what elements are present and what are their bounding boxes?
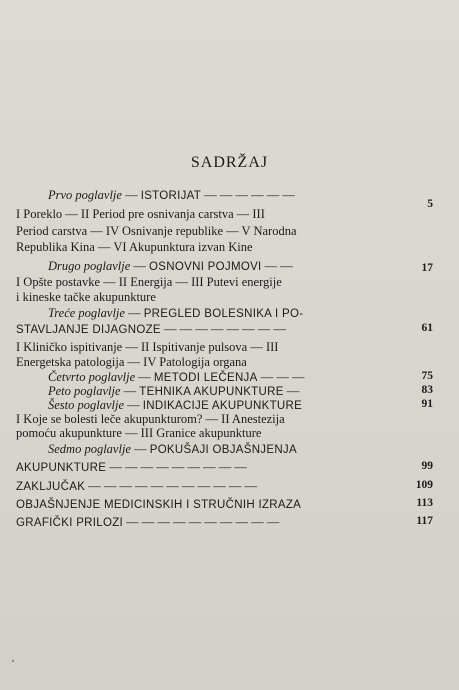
- toc-entry-6: Šesto poglavlje — INDIKACIJE AKUPUNKTURE: [48, 398, 303, 412]
- page-number: 5: [427, 198, 433, 210]
- chapter-name: POKUŠAJI OBJAŠNJENJA: [149, 444, 297, 456]
- chapter-label: Sedmo poglavlje: [48, 442, 131, 456]
- chapter-name-cont: AKUPUNKTURE: [16, 462, 107, 474]
- chapter-label: Četvrto poglavlje: [48, 370, 136, 384]
- leader-dashes: — — — — — — — —: [164, 322, 286, 336]
- chapter-name: TEHNIKA AKUPUNKTURE: [139, 386, 284, 398]
- page-number: 17: [421, 262, 433, 274]
- toc-entry-10: [16, 515, 441, 530]
- page-title: SADRŽAJ: [190, 154, 269, 171]
- subtopic-line: Energetska patologija — IV Patologija organa: [16, 355, 247, 369]
- paper-speck: [12, 660, 14, 662]
- toc-entry-5: Peto poglavlje — TEHNIKA AKUPUNKTURE —: [48, 384, 300, 398]
- chapter-label: Treće poglavlje: [48, 306, 125, 320]
- subtopic-line: I Poreklo — II Period pre osnivanja carstva — III: [16, 207, 265, 221]
- page-number: 99: [421, 460, 433, 472]
- leader-dashes: — —: [264, 259, 293, 273]
- leader-dashes: — — — — — —: [204, 188, 295, 202]
- toc-entry-7: Sedmo poglavlje — POKUŠAJI OBJAŠNJENJA: [48, 442, 297, 456]
- subtopic-line: pomoću akupunkture — III Granice akupunkture: [16, 426, 262, 440]
- chapter-name: ISTORIJAT: [140, 190, 202, 202]
- toc-entry-3-cont: [16, 322, 441, 337]
- toc-entry-3: Treće poglavlje — PREGLED BOLESNIKA I PO-: [48, 306, 304, 320]
- chapter-label: Šesto poglavlje: [48, 398, 125, 412]
- chapter-name: OSNOVNI POJMOVI: [149, 261, 262, 273]
- leader-dashes: —: [286, 384, 300, 398]
- page-number: 109: [415, 479, 433, 491]
- page-number: 83: [421, 384, 433, 396]
- chapter-name-cont: STAVLJANJE DIJAGNOZE: [16, 324, 161, 336]
- leader-dashes: — — — — — — — — —: [109, 460, 247, 474]
- subtopic-line: I Opšte postavke — II Energija — III Putevi energije: [16, 275, 282, 289]
- chapter-label: Peto poglavlje: [48, 384, 121, 398]
- section-name: OBJAŠNJENJE MEDICINSKIH I STRUČNIH IZRAZA: [16, 499, 302, 511]
- page-number: 113: [416, 497, 433, 509]
- subtopic-line: I Koje se bolesti leče akupunkturom? — II Anestezija: [16, 412, 285, 426]
- section-name: GRAFIČKI PRILOZI: [16, 517, 124, 529]
- toc-entry-7-cont: [16, 460, 441, 475]
- toc-entry-2: Drugo poglavlje — OSNOVNI POJMOVI — —: [48, 259, 293, 273]
- toc-entry-9: [16, 497, 441, 512]
- page-number: 91: [421, 398, 433, 410]
- subtopic-line: I Kliničko ispitivanje — II Ispitivanje pulsova — III: [16, 340, 279, 354]
- chapter-label: Prvo poglavlje: [48, 188, 122, 202]
- chapter-label: Drugo poglavlje: [48, 259, 131, 273]
- page-number: 61: [421, 322, 433, 334]
- page-number: 75: [421, 370, 433, 382]
- toc-entry-8: [16, 479, 441, 494]
- page-number: 117: [416, 515, 433, 527]
- subtopic-line: i kineske tačke akupunkture: [16, 290, 156, 304]
- chapter-name: PREGLED BOLESNIKA I PO-: [143, 308, 304, 320]
- leader-dashes: — — — — — — — — — — —: [88, 479, 258, 493]
- leader-dashes: — — — — — — — — — —: [126, 515, 280, 529]
- subtopic-line: Republika Kina — VI Akupunktura izvan Kine: [16, 240, 253, 254]
- chapter-name: INDIKACIJE AKUPUNKTURE: [142, 400, 303, 412]
- section-name: ZAKLJUČAK: [16, 481, 86, 493]
- chapter-name: METODI LEČENJA: [153, 372, 258, 384]
- subtopic-line: Period carstva — IV Osnivanje republike — V Narodna: [16, 224, 297, 238]
- toc-entry-1: Prvo poglavlje — ISTORIJAT — — — — — —: [48, 188, 295, 202]
- toc-entry-4: Četvrto poglavlje — METODI LEČENJA — — —: [48, 370, 305, 384]
- leader-dashes: — — —: [260, 370, 305, 384]
